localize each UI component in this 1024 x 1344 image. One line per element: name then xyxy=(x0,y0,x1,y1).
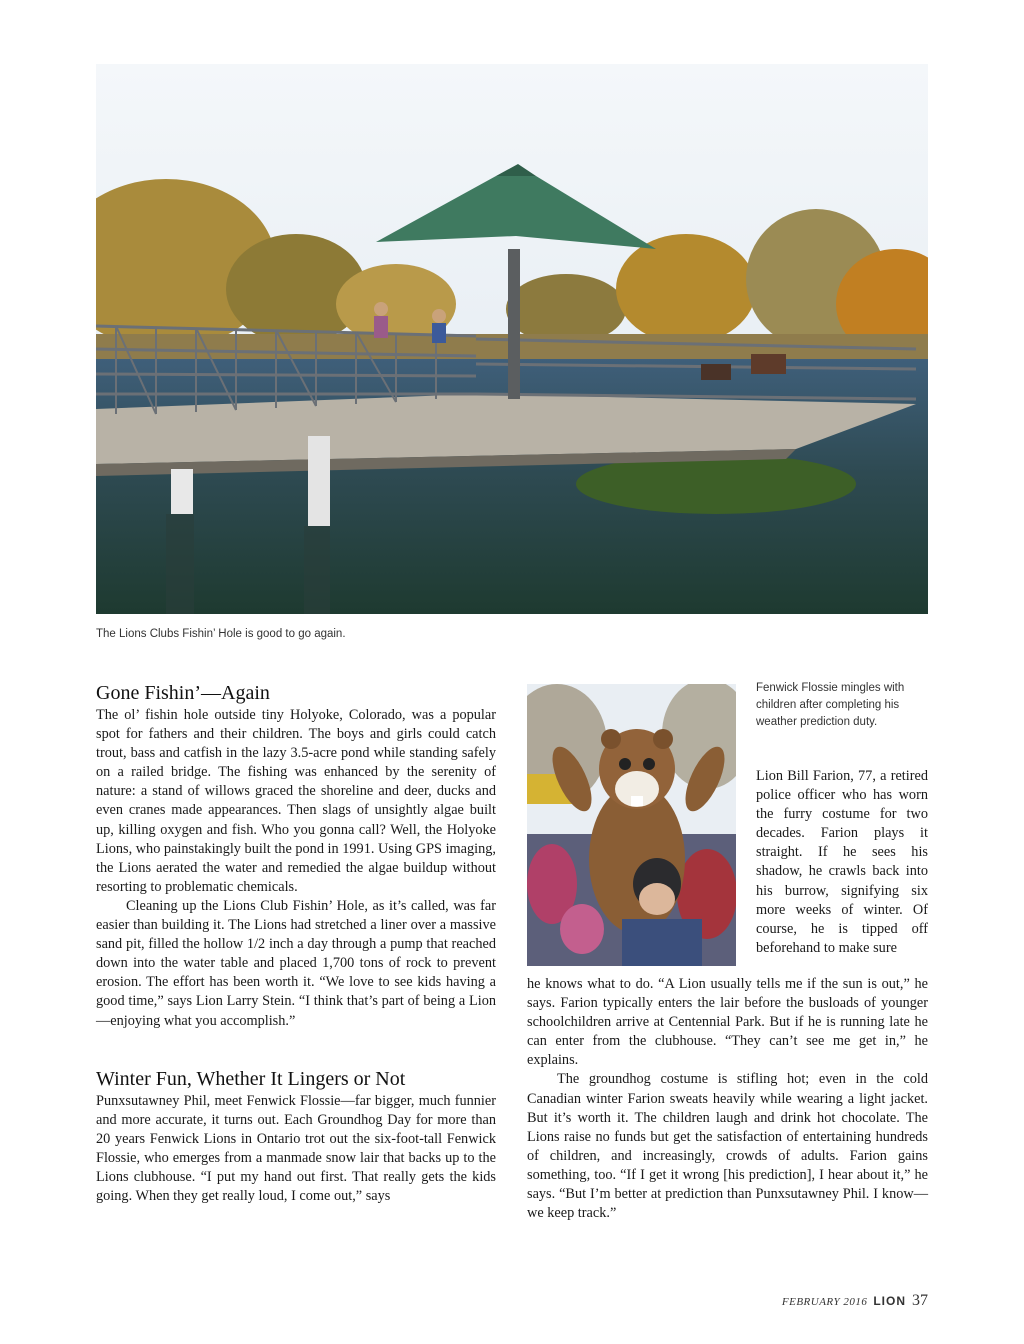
article1-paragraph-1: The ol’ fishin hole outside tiny Holyoke, Colorado, was a popular spot for fathers and their children. The boys and girls could catch trout, bass and catfish in the lazy 3.5-acre pond while standing safely on a railed bridge. The fishing was enhanced by the serenity of nature: a stand of willows graced the shoreline and deer, ducks and even cranes made appearances. Then slags of unsightly algae built up, killing oxygen and fish. Who you gonna call? Well, the Holyoke Lions, who painstakingly built the pond in 1991. Using GPS imaging, the Lions aerated the water and remedied the algae buildup without resorting to problematic chemicals. xyxy=(96,707,496,895)
left-column xyxy=(96,680,496,1206)
footer-issue-date: FEBRUARY 2016 xyxy=(781,1296,868,1308)
article2-continuation-full xyxy=(527,975,928,1223)
article2-paragraph-2: The groundhog costume is stifling hot; even in the cold Canadian winter Farion sweats heavily while wearing a light jacket. But it’s worth it. The children laugh and drink hot chocolate. The Lions raise no funds but get the satisfaction of entertaining hundreds of children, and increasingly, crowds of adults. Farion gains something, too. “If I get it wrong [his prediction], I hear about it,” he says. “But I’m better at prediction than Punxsutawney Phil. I know—we keep track.” xyxy=(527,1071,928,1222)
article2-continuation-narrow xyxy=(756,767,928,958)
hero-photo-caption: The Lions Clubs Fishin’ Hole is good to go again. xyxy=(96,628,346,640)
footer-magazine-name: LION xyxy=(873,1294,906,1308)
article2-paragraph-1: Punxsutawney Phil, meet Fenwick Flossie—far bigger, much funnier and more accurate, it turns out. Each Groundhog Day for more than 20 years Fenwick Lions in Ontario trot out the six-foot-tall Fenwick Flossie, who emerges from a manmade snow lair that backs up to the Lions clubhouse. “I put my hand out first. That really gets the kids going. When they get really loud, I come out,” says xyxy=(96,1092,496,1205)
page-footer xyxy=(782,1292,928,1310)
article2-paragraph-1-cont-a: Lion Bill Farion, 77, a retired police officer who has worn the furry costume for two decades. Farion plays it straight. If he sees his shadow, he crawls back into his burrow, signifying six more weeks of winter. Of course, he is tipped off beforehand to make sure xyxy=(756,768,928,956)
groundhog-photo-caption: Fenwick Flossie mingles with children after completing his weather prediction duty. xyxy=(756,682,905,728)
article1-title: Gone Fishin’—Again xyxy=(96,682,270,704)
article1-paragraph-2: Cleaning up the Lions Club Fishin’ Hole, as it’s called, was far easier than building it. The Lions had stretched a liner over a massive sand pit, filled the hollow 1/2 inch a day through a pump that reached down into the water table and placed 1,700 tons of rock to prevent erosion. The effort has been worth it. “We love to see kids having a good time,” says Lion Larry Stein. “I think that’s part of being a Lion—enjoying what you accomplish.” xyxy=(96,897,496,1029)
hero-photo xyxy=(96,64,928,614)
article2-paragraph-1-cont-b: he knows what to do. “A Lion usually tells me if the sun is out,” he says. Farion typically enters the lair before the busloads of younger schoolchildren arrive at Centennial Park. But if he is running late he can enter from the clubhouse. “They can’t see me get in,” he explains. xyxy=(527,976,928,1069)
groundhog-photo xyxy=(527,684,736,966)
footer-page-number: 37 xyxy=(912,1292,928,1309)
article2-title: Winter Fun, Whether It Lingers or Not xyxy=(96,1067,406,1090)
